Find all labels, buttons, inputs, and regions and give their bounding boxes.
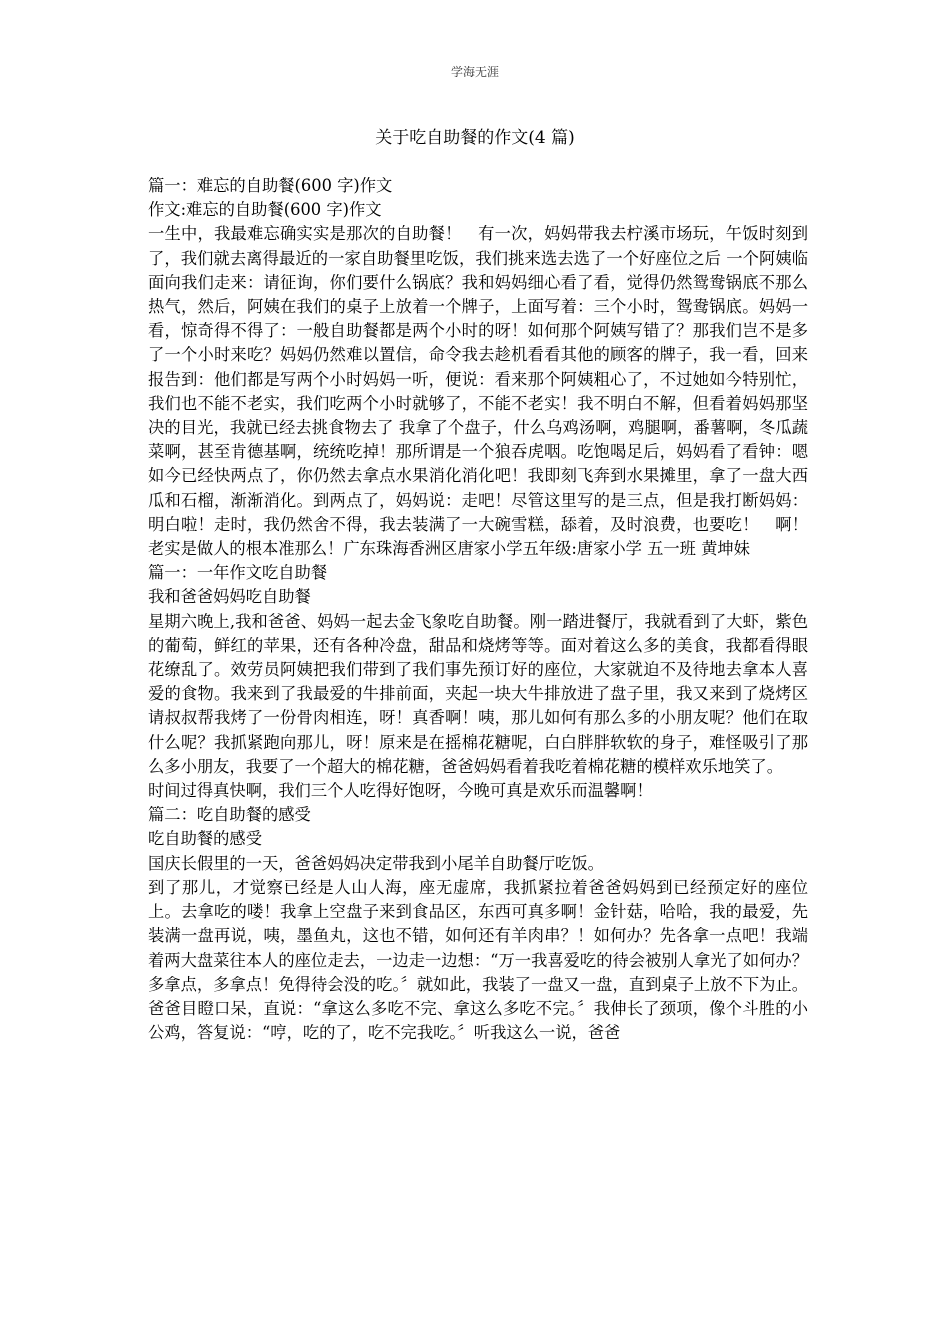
section-subheading: 吃自助餐的感受 bbox=[148, 829, 262, 849]
section-subheading: 作文:难忘的自助餐(600 字)作文 bbox=[148, 200, 382, 220]
section-heading: 篇一：难忘的自助餐(600 字)作文 bbox=[148, 176, 393, 195]
section-subheading: 我和爸爸妈妈吃自助餐 bbox=[148, 587, 311, 607]
essay-paragraph: 一生中，我最难忘确实实是那次的自助餐！ 有一次，妈妈带我去柠溪市场玩，午饭时刻到了，我们就去离得最近的一家自助餐里吃饭，我们挑来选去选了一个好座位之后 一个阿姨临面向我们走来：请征询，你们要什么锅底？我和妈妈细心看了看，觉得仍然鸳鸯锅底不那么热气，然后，阿姨在我们的桌子上放着一个牌子，上面写着：三个小时，鸳鸯锅底。妈妈一看，惊奇得不得了：一般自助餐都是两个小时的呀！如何那个阿姨写错了？那我们岂不是多了一个小时来吃？妈妈仍然难以置信，命令我去趁机看看其他的顾客的牌子，我一看，回来报告到：他们都是写两个小时妈妈一听，便说：看来那个阿姨粗心了，不过她如今特别忙，我们也不能不老实，我们吃两个小时就够了，不能不老实！我不明白不解，但看着妈妈那坚决的目光，我就已经去挑食物去了 我拿了个盘子，什么乌鸡汤啊，鸡腿啊，番薯啊，冬瓜蔬菜啊，甚至肯德基啊，统统吃掉！那所谓是一个狼吞虎咽。吃饱喝足后，妈妈看了看钟：嗯如今已经快两点了，你仍然去拿点水果消化消化吧！我即刻飞奔到水果摊里，拿了一盘大西瓜和石榴，渐渐消化。到两点了，妈妈说：走吧！尽管这里写的是三点，但是我打断妈妈：明白啦！走时，我仍然舍不得，我去装满了一大碗雪糕，舔着，及时浪费，也要吃！ 啊！老实是做人的根本准那么！广东珠海香洲区唐家小学五年级:唐家小学 五一班 黄坤妹 bbox=[148, 224, 808, 559]
section-heading: 篇一：一年作文吃自助餐 bbox=[148, 563, 328, 583]
essay-paragraph: 到了那儿，才觉察已经是人山人海，座无虚席，我抓紧拉着爸爸妈妈到已经预定好的座位上。去拿吃的喽！我拿上空盘子来到食品区，东西可真多啊！金针菇，哈哈，我的最爱，先装满一盘再说，咦，墨鱼丸，这也不错，如何还有羊肉串？！如何办？先各拿一点吧！我端着两大盘菜往本人的座位走去，一边走一边想：“万一我喜爱吃的待会被别人拿光了如何办？多拿点，多拿点！免得待会没的吃。〞就如此，我装了一盘又一盘，直到桌子上放不下为止。爸爸目瞪口呆，直说：“拿这么多吃不完、拿这么多吃不完。〞我伸长了颈项，像个斗胜的小公鸡，答复说：“哼，吃的了，吃不完我吃。〞听我这么一说，爸爸 bbox=[148, 877, 808, 1043]
document-title: 关于吃自助餐的作文(4 篇) bbox=[375, 128, 575, 148]
essay-paragraph: 国庆长假里的一天，爸爸妈妈决定带我到小尾羊自助餐厅吃饭。 bbox=[148, 853, 604, 873]
section-heading: 篇二：吃自助餐的感受 bbox=[148, 805, 311, 825]
running-header: 学海无涯 bbox=[450, 65, 499, 79]
essay-paragraph: 星期六晚上,我和爸爸、妈妈一起去金飞象吃自助餐。刚一踏进餐厅，我就看到了大虾，紫色的葡萄，鲜红的苹果，还有各种冷盘，甜品和烧烤等等。面对着这么多的美食，我都看得眼花缭乱了。效劳员阿姨把我们带到了我们事先预订好的座位，大家就迫不及待地去拿本人喜爱的食物。我来到了我最爱的牛排前面，夹起一块大牛排放进了盘子里，我又来到了烧烤区请叔叔帮我烤了一份骨肉相连，呀！真香啊！咦，那儿如何有那么多的小朋友呢？他们在取什么呢？我抓紧跑向那儿，呀！原来是在摇棉花糖呢，白白胖胖软软的身子，难怪吸引了那么多小朋友，我要了一个超大的棉花糖，爸爸妈妈看着我吃着棉花糖的模样欢乐地笑了。 bbox=[148, 611, 808, 776]
essay-paragraph: 时间过得真快啊，我们三个人吃得好饱呀，今晚可真是欢乐而温馨啊！ bbox=[148, 781, 653, 801]
document-body bbox=[148, 174, 808, 1045]
